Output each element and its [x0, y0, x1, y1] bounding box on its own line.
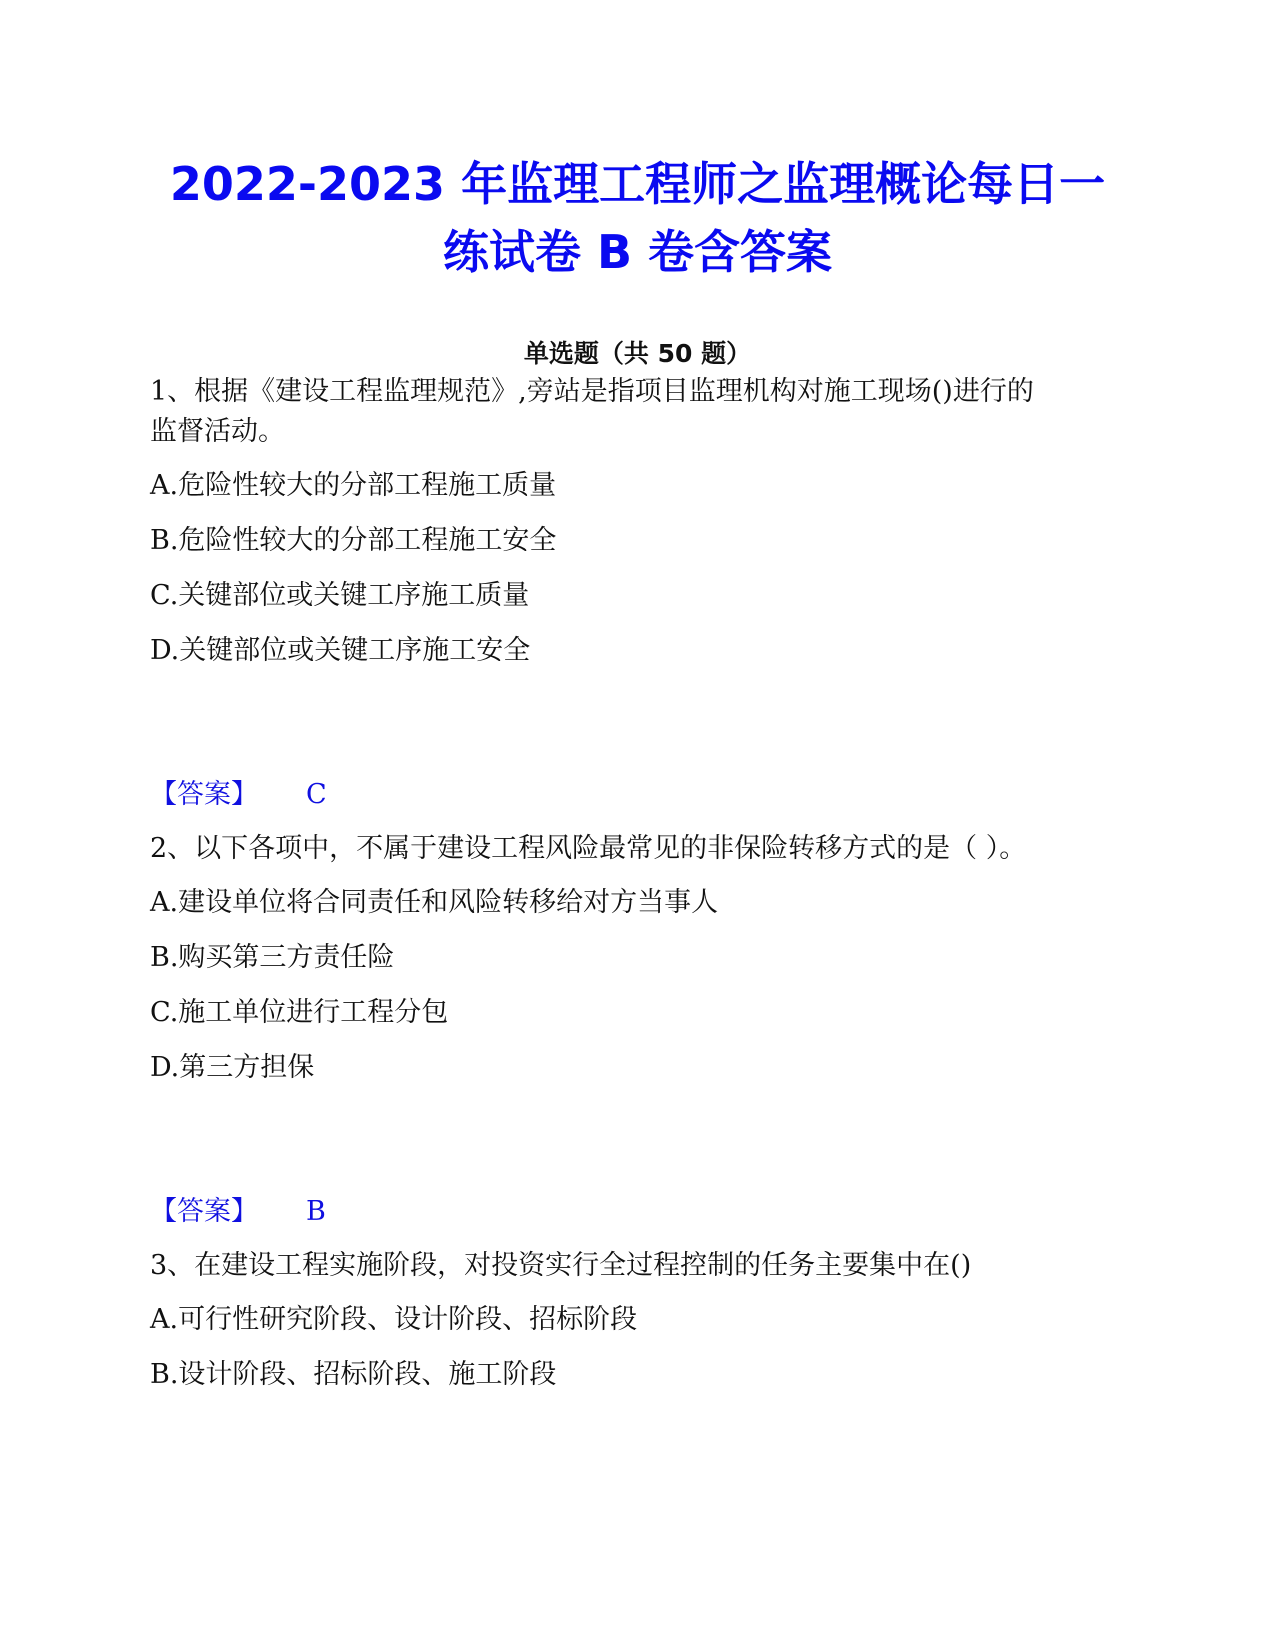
section-header: 单选题（共 50 题）: [523, 339, 752, 368]
question-2-option-c: C.施工单位进行工程分包: [150, 997, 449, 1028]
question-2-option-a: A.建设单位将合同责任和风险转移给对方当事人: [150, 887, 719, 918]
question-3-option-a: A.可行性研究阶段、设计阶段、招标阶段: [150, 1304, 638, 1335]
question-1-stem-line-1: 1、根据《建设工程监理规范》,旁站是指项目监理机构对施工现场()进行的: [150, 376, 1034, 407]
answer-value: B: [306, 1196, 326, 1227]
question-2-answer: [150, 1192, 326, 1232]
question-1-answer: [150, 775, 327, 815]
question-1-stem-line-2: 监督活动。: [150, 416, 285, 447]
answer-label: 【答案】: [150, 779, 258, 810]
question-1-option-a: A.危险性较大的分部工程施工质量: [150, 470, 557, 501]
question-3-option-b: B.设计阶段、招标阶段、施工阶段: [150, 1359, 557, 1390]
answer-label: 【答案】: [150, 1196, 258, 1227]
question-2-option-d: D.第三方担保: [150, 1052, 315, 1083]
question-3-stem: 3、在建设工程实施阶段，对投资实行全过程控制的任务主要集中在(): [150, 1250, 972, 1281]
question-1-option-b: B.危险性较大的分部工程施工安全: [150, 525, 557, 556]
question-1-option-d: D.关键部位或关键工序施工安全: [150, 635, 531, 666]
answer-value: C: [306, 779, 327, 810]
document-title-line-1: 2022-2023 年监理工程师之监理概论每日一: [169, 157, 1106, 211]
question-2-stem: 2、以下各项中，不属于建设工程风险最常见的非保险转移方式的是（ ）。: [150, 833, 1027, 864]
question-1-option-c: C.关键部位或关键工序施工质量: [150, 580, 530, 611]
document-title-line-2: 练试卷 B 卷含答案: [442, 225, 833, 279]
question-2-option-b: B.购买第三方责任险: [150, 942, 395, 973]
